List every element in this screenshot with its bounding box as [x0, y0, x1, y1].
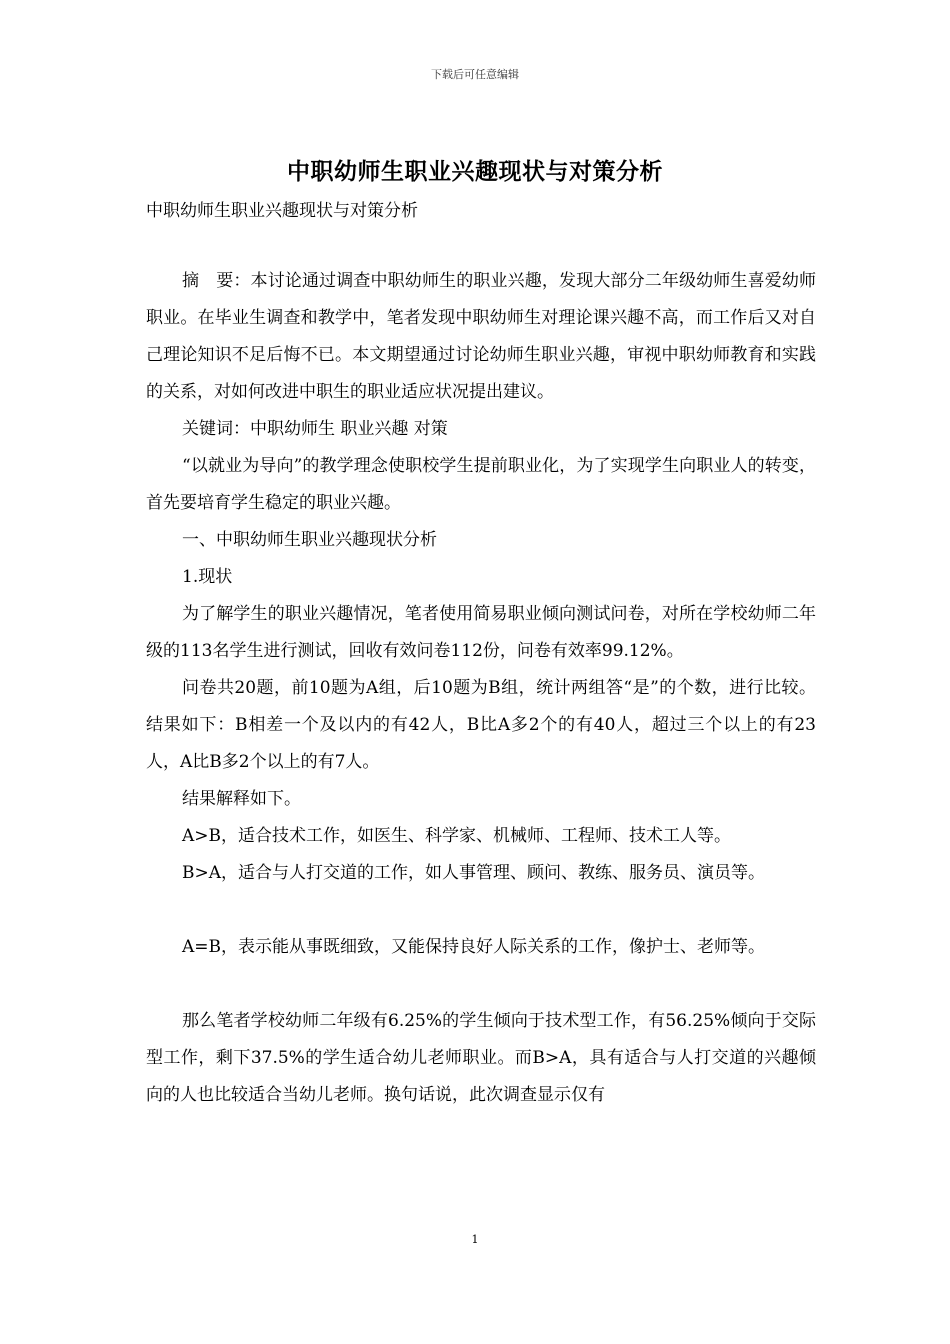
document-body	[146, 193, 816, 1114]
document-subtitle: 中职幼师生职业兴趣现状与对策分析	[146, 201, 418, 221]
page-header-note: 下载后可任意编辑	[431, 68, 519, 81]
keywords-paragraph: 关键词：中职幼师生 职业兴趣 对策	[182, 419, 448, 439]
page-number: 1	[471, 1233, 479, 1246]
body-paragraph: 那么笔者学校幼师二年级有6.25%的学生倾向于技术型工作，有56.25%倾向于交际型工作，剩下37.5%的学生适合幼儿老师职业。而B>A，具有适合与人打交道的兴趣倾向的人也比较适合当幼儿老师。换句话说，此次调查显示仅有	[146, 1011, 816, 1105]
body-paragraph: “以就业为导向”的教学理念使职校学生提前职业化，为了实现学生向职业人的转变，首先要培育学生稳定的职业兴趣。	[146, 456, 816, 513]
abstract-paragraph: 摘 要：本讨论通过调查中职幼师生的职业兴趣，发现大部分二年级幼师生喜爱幼师职业。在毕业生调查和教学中，笔者发现中职幼师生对理论课兴趣不高，而工作后又对自己理论知识不足后悔不已。本文期望通过讨论幼师生职业兴趣，审视中职幼师教育和实践的关系，对如何改进中职生的职业适应状况提出建议。	[146, 271, 816, 402]
result-item: A=B，表示能从事既细致，又能保持良好人际关系的工作，像护士、老师等。	[182, 937, 766, 957]
result-item: A>B，适合技术工作，如医生、科学家、机械师、工程师、技术工人等。	[182, 826, 732, 846]
subsection-heading: 1.现状	[182, 567, 233, 587]
document-title: 中职幼师生职业兴趣现状与对策分析	[287, 158, 663, 185]
section-heading: 一、中职幼师生职业兴趣现状分析	[182, 530, 437, 550]
body-paragraph: 问卷共20题，前10题为A组，后10题为B组，统计两组答“是”的个数，进行比较。结果如下：B相差一个及以内的有42人，B比A多2个的有40人，超过三个以上的有23人，A比B多2个以上的有7人。	[146, 678, 816, 772]
body-paragraph: 结果解释如下。	[182, 789, 301, 809]
body-paragraph: 为了解学生的职业兴趣情况，笔者使用简易职业倾向测试问卷，对所在学校幼师二年级的113名学生进行测试，回收有效问卷112份，问卷有效率99.12%。	[146, 604, 816, 661]
result-item: B>A，适合与人打交道的工作，如人事管理、顾问、教练、服务员、演员等。	[182, 863, 766, 883]
